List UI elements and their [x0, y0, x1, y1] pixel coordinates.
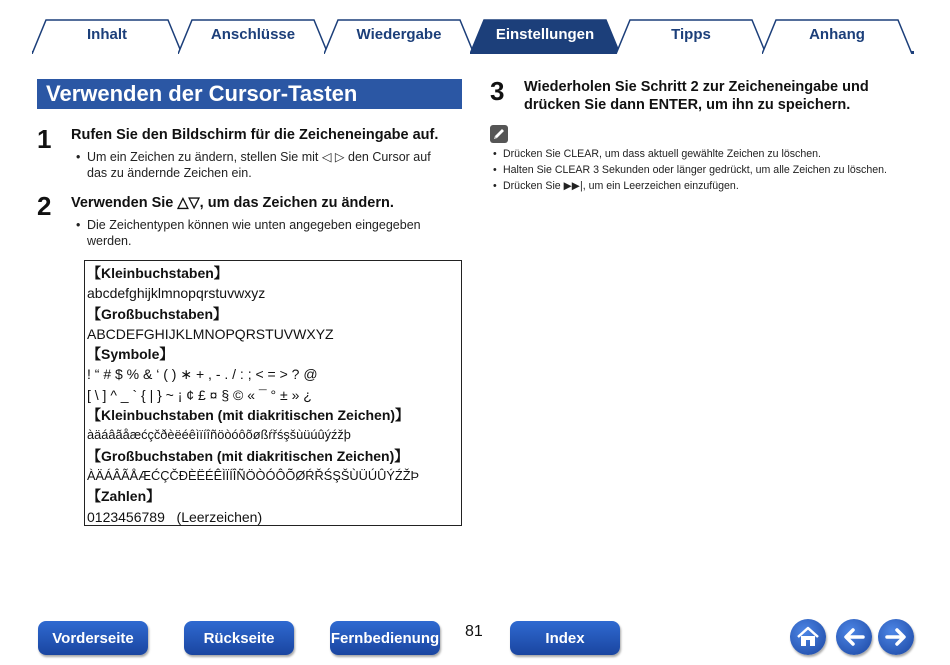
step-3-title	[524, 78, 869, 114]
page-number: 81	[465, 623, 483, 640]
step-1-number: 1	[37, 124, 52, 154]
char-row: ! “ # $ % & ‘ ( ) ∗ + , - . / : ; < = > ? @	[87, 366, 318, 383]
character-table	[84, 260, 462, 526]
char-row: 【Kleinbuchstaben】	[87, 265, 228, 281]
tab-tipps[interactable]	[616, 18, 766, 51]
title-line: Wiederholen Sie Schritt 2 zur Zeicheneingabe und	[524, 79, 869, 95]
step-1-title: Rufen Sie den Bildschirm für die Zeicheneingabe auf.	[71, 127, 439, 143]
tab-label: Anhang	[809, 26, 865, 43]
note-2: • Halten Sie CLEAR 3 Sekunden oder länger gedrückt, um alle Zeichen zu löschen.	[503, 163, 887, 177]
note-3: • Drücken Sie ▶▶|, um ein Leerzeichen einzufügen.	[503, 179, 739, 193]
tab-label: Tipps	[671, 26, 711, 43]
tab-label: Inhalt	[87, 26, 127, 43]
rear-panel-button[interactable]: Rückseite	[184, 621, 294, 655]
arrow-right-icon	[883, 624, 909, 650]
char-row: 【Kleinbuchstaben (mit diakritischen Zeichen)】	[87, 407, 410, 424]
bullet-line: werden.	[87, 234, 132, 248]
note-1: • Drücken Sie CLEAR, um dass aktuell gewählte Zeichen zu löschen.	[503, 147, 821, 161]
tab-label: Einstellungen	[495, 26, 595, 43]
char-row: abcdefghijklmnopqrstuvwxyz	[87, 285, 266, 302]
step-2-title: Verwenden Sie △▽, um das Zeichen zu ändern.	[71, 195, 394, 211]
tab-anschluesse[interactable]	[178, 18, 328, 51]
next-page-button[interactable]	[878, 619, 914, 655]
bullet-line: das zu ändernde Zeichen ein.	[87, 166, 252, 180]
step-1-bullet	[87, 149, 431, 181]
chapter-tabs	[32, 16, 914, 54]
step-2-bullet	[87, 217, 421, 249]
pencil-glyph	[490, 125, 508, 143]
tab-label: Anschlüsse	[210, 26, 296, 43]
tab-inhalt[interactable]	[32, 18, 182, 51]
char-row: 【Zahlen】	[87, 488, 161, 505]
bullet-line: • Um ein Zeichen zu ändern, stellen Sie mit ◁ ▷ den Cursor auf	[87, 150, 431, 164]
tab-wiedergabe[interactable]	[324, 18, 474, 51]
front-panel-button[interactable]: Vorderseite	[38, 621, 148, 655]
pencil-icon	[490, 125, 508, 143]
home-button[interactable]	[790, 619, 826, 655]
char-row: 【Großbuchstaben】	[87, 305, 228, 322]
title-line: drücken Sie dann ENTER, um ihn zu speichern.	[524, 97, 851, 113]
char-row: 0123456789 (Leerzeichen)	[87, 508, 263, 525]
section-heading: Verwenden der Cursor-Tasten	[37, 79, 462, 109]
step-3-number: 3	[490, 76, 505, 106]
char-row: ABCDEFGHIJKLMNOPQRSTUVWXYZ	[87, 325, 334, 342]
home-icon	[795, 624, 821, 650]
previous-page-button[interactable]	[836, 619, 872, 655]
tab-anhang[interactable]	[762, 18, 912, 51]
char-row: 【Symbole】	[87, 346, 174, 363]
char-row: [ \ ] ^ _ ` { | } ~ ¡ ¢ £ ¤ § © « ¯ ° ± » ¿	[87, 386, 312, 403]
index-button[interactable]: Index	[510, 621, 620, 655]
step-2-number: 2	[37, 191, 52, 221]
remote-control-button[interactable]: Fernbedienung	[330, 621, 440, 655]
bullet-line: • Die Zeichentypen können wie unten angegeben eingegeben	[87, 218, 421, 232]
tab-label: Wiedergabe	[356, 26, 442, 43]
char-row: ÀÄÁÂÃÅÆĆÇČĐÈËÉÊÌÏÍÎÑÖÒÓÔÕØŔŘŚŞŠÙÜÚÛÝŹŽÞ	[87, 467, 420, 483]
arrow-left-icon	[841, 624, 867, 650]
tab-einstellungen[interactable]	[470, 18, 620, 51]
char-row: 【Großbuchstaben (mit diakritischen Zeichen)】	[87, 447, 409, 464]
char-row: àäáâãåæćçčðèëéêìïíîñöòóôõøßŕřśşšùüúûýźžþ	[87, 427, 351, 443]
